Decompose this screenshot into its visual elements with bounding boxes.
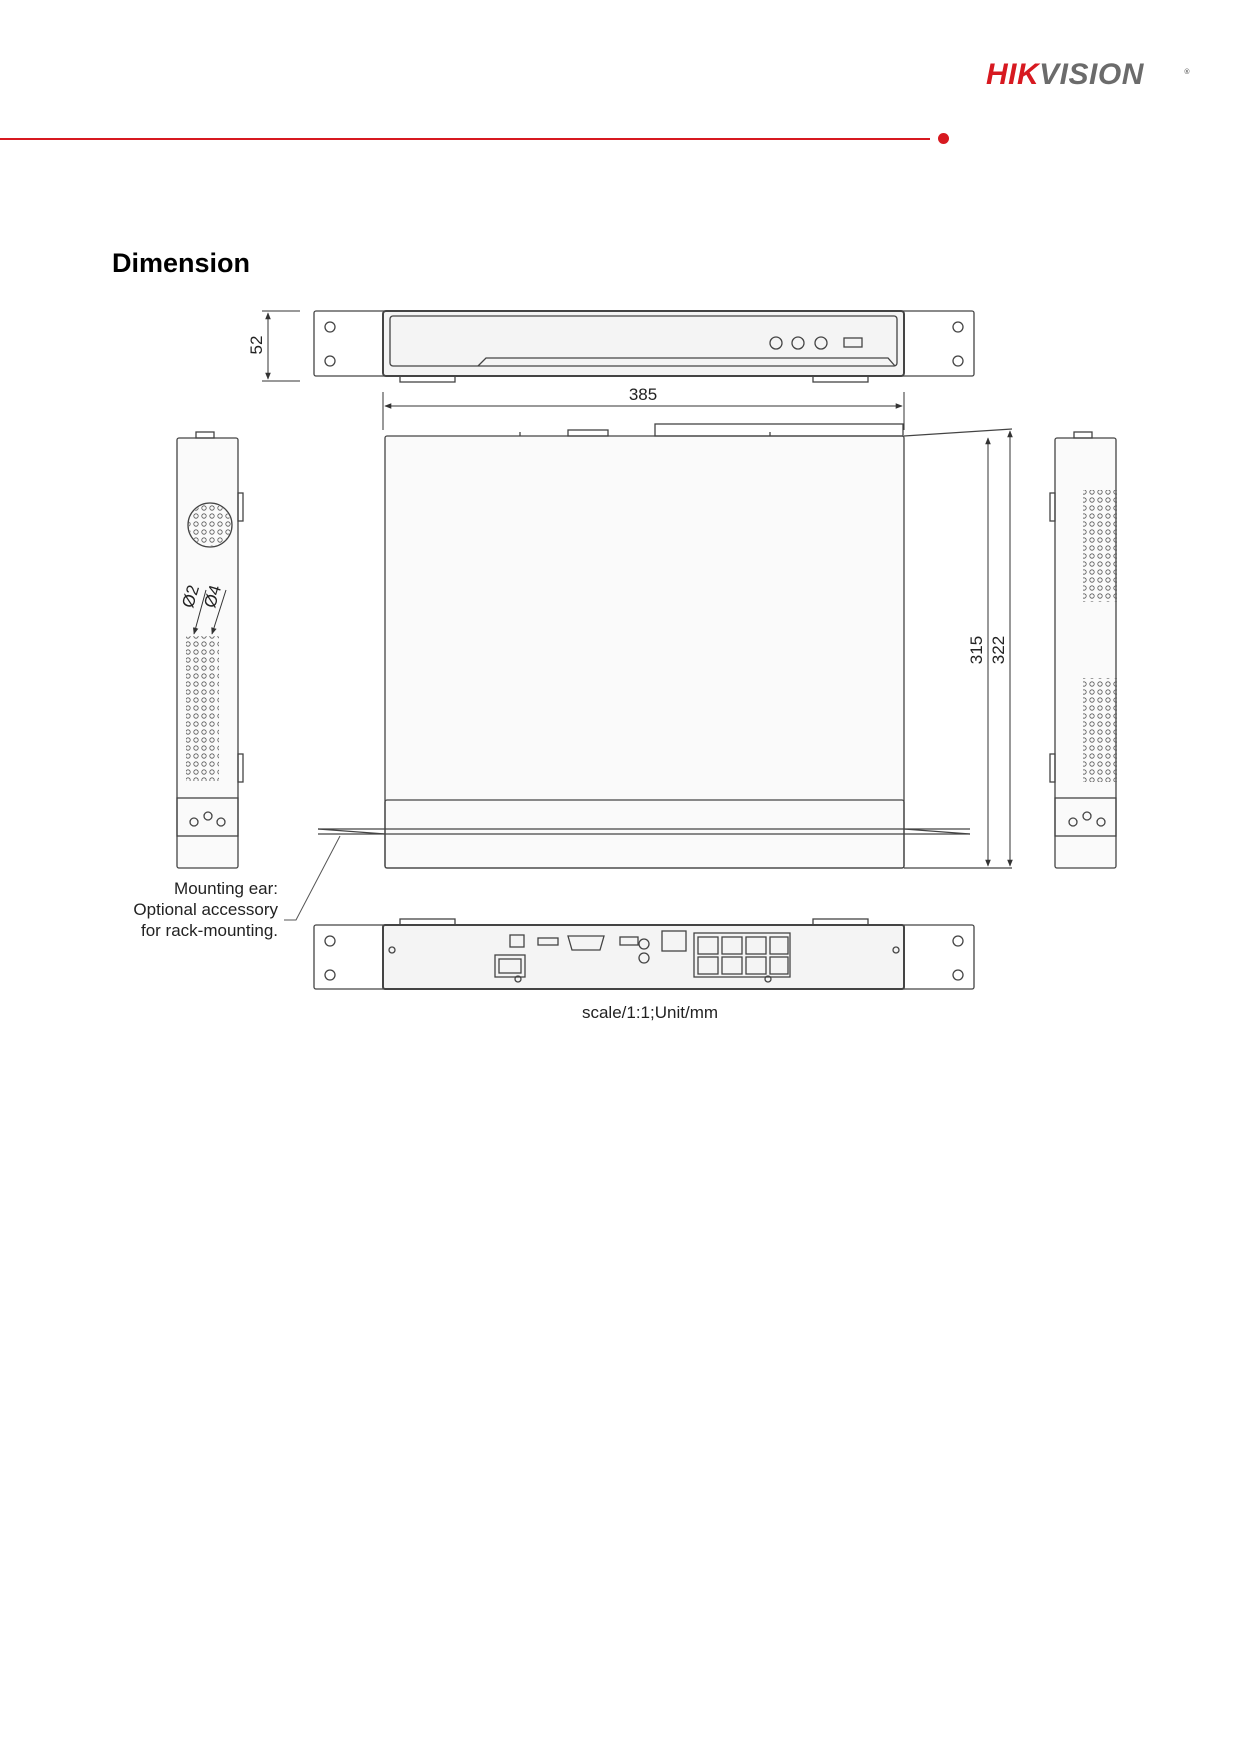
depth-body-label: 315 [967,635,986,665]
depth-total-label: 322 [989,635,1008,665]
front-view [314,311,974,382]
right-vent-holes-bottom [1083,678,1117,782]
scale-note: scale/1:1;Unit/mm [581,1003,719,1022]
section-title: Dimension [112,248,251,278]
rear-view [314,919,974,989]
annotation-line: Mounting ear: [174,879,278,898]
height-dimension [262,311,300,381]
mounting-ear-annotation [112,878,278,941]
right-vent-holes-top [1083,490,1117,602]
annotation-line: for rack-mounting. [141,921,278,940]
left-vent-holes [186,636,219,781]
hikvision-logo: HIKVISION ® [986,58,1190,91]
hole-large-label: Ø4 [200,582,226,611]
height-label: 52 [247,335,266,355]
top-view [318,424,1012,868]
hole-small-label: Ø2 [178,582,204,611]
width-label: 385 [628,385,658,404]
annotation-line: Optional accessory [133,900,278,919]
